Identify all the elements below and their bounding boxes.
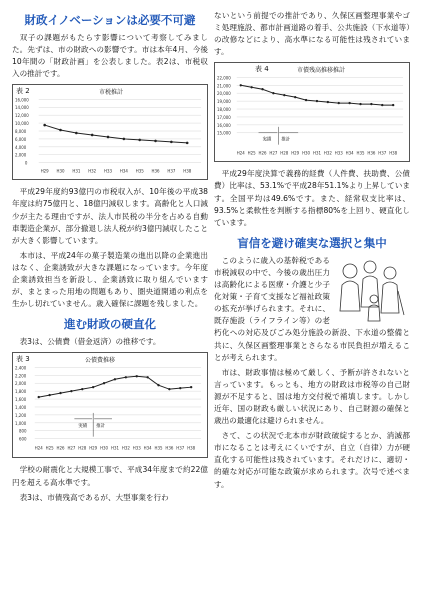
chart3-xtick: H29 [89,445,98,451]
chart3-ytick: 600 [18,437,27,443]
chart4-xtick: H33 [334,150,343,156]
chart3-ytick: 2,200 [14,373,27,379]
heading-finance-innovation: 財政イノベーションは必要不可避 [24,13,196,27]
chart4-xtick: H27 [269,150,278,156]
chart2-xtick: H30 [56,168,65,174]
chart-bond-balance [214,62,410,162]
chart2-xtick: H37 [167,168,176,174]
chart2-xtick: H31 [72,168,81,174]
paragraph-mandatory-costs: 平成29年度決算で義務的経費（人件費、扶助費、公債費）比率は、53.1%で平成28年51.1%より上昇しています。全国平均は49.6%です。また、経常収支比率は、93.5%と柔軟性を判断する指標80%を上回り、硬直化しています。 [214,169,410,227]
heading-selection-focus: 盲信を避け確実な選択と集中 [237,235,387,250]
chart2-tag: 表 2 [16,87,30,96]
chart2-ytick: 0 [24,161,28,167]
chart3-xtick: H31 [110,445,119,451]
chart2-ytick: 14,000 [14,105,29,111]
chart2-ytick: 4,000 [14,145,27,151]
chart3-xtick: H37 [176,445,185,451]
chart2-xtick: H34 [119,168,128,174]
chart4-xtick: H30 [302,150,311,156]
chart4-xtick: H34 [345,150,354,156]
chart3-xtick: H30 [100,445,109,451]
chart3-actual-label: 実績 [78,424,88,430]
chart4-xtick: H36 [367,150,376,156]
chart3-xtick: H25 [45,445,54,451]
paragraph-debt-intro: 表3は、公債費（借金返済）の推移です。 [19,337,161,347]
chart2-ytick: 16,000 [14,97,29,103]
chart4-xtick: H32 [323,150,332,156]
chart3-ytick: 1,000 [14,421,27,427]
paragraph-expenditure-pressure: このように歳入の基幹税である市税減収の中で、今後の歳出圧力は高齢化による医療・介護と少子化対策・子育て支援など福祉政策の拡充が挙げられます。それに、既存施設（ライフライン等）の老朽化への対応及びごみ処分施設の新設、下水道の整備と共に、久保区画整理事業とさらなる市民負担が増えることが考えられます。 [214,255,410,362]
chart3-xtick: H28 [78,445,87,451]
chart-tax-revenue [12,84,208,180]
chart3-xtick: H35 [154,445,163,451]
chart2-xtick: H35 [135,168,144,174]
chart3-xtick: H34 [143,445,152,451]
heading-rigidity: 進む財政の硬直化 [64,317,156,332]
chart4-actual-label: 実績 [262,138,272,144]
chart4-xtick: H25 [247,150,256,156]
chart3-xtick: H32 [121,445,130,451]
chart2-ytick: 8,000 [14,129,27,135]
chart4-xtick: H24 [236,150,245,156]
chart4-ytick: 15,000 [216,131,231,137]
chart2-ytick: 10,000 [14,121,29,127]
chart4-xtick: H38 [389,150,398,156]
chart2-xtick: H33 [104,168,113,174]
chart4-ytick: 17,000 [216,115,231,121]
chart3-title: 公債費推移 [85,357,116,365]
chart3-xtick: H26 [56,445,65,451]
chart2-ytick: 12,000 [14,113,29,119]
chart3-xtick: H36 [165,445,174,451]
chart4-xtick: H31 [312,150,321,156]
chart3-ytick: 1,400 [14,405,27,411]
chart3-xtick: H27 [67,445,76,451]
paragraph-tax-decline: 平成29年度約93億円の市税収入が、10年後の平成38年度は約75億円と、18億円減収します。高齢化と人口減少が主たる理由ですが、法人市民税の半分を占める自動車製造企業が、部分撤退し法人税が約3億円減収したことが大きく影響しています。 [12,187,208,245]
chart2-xtick: H36 [151,168,160,174]
chart4-ytick: 20,000 [216,91,231,97]
chart3-ytick: 800 [18,429,27,435]
chart3-ytick: 1,200 [14,413,27,419]
paragraph-bond-continued: ないという前提での推計であり、久保区画整理事業やゴミ処理施設、都市計画道路の着手、公共施設（下水道等）の改修などにより、高水準になる可能性は残されています。 [214,11,410,57]
chart4-ytick: 16,000 [216,123,231,129]
chart4-xtick: H28 [280,150,289,156]
chart2-xtick: H38 [183,168,192,174]
chart2-title: 市税推計 [99,89,124,97]
chart4-ytick: 19,000 [216,99,231,105]
chart3-svg [13,353,207,457]
chart3-ytick: 1,800 [14,389,27,395]
chart2-svg [13,85,207,179]
chart3-xtick: H24 [34,445,43,451]
chart4-xtick: H29 [291,150,300,156]
chart4-xtick: H37 [378,150,387,156]
chart4-ytick: 22,000 [216,75,231,81]
paragraph-intro: 双子の課題がもたらす影響について考察してみました。先ずは、市の財政への影響です。市は本年4月、今後10年間の「財政計画」を公表しました。表2は、市税収入の推計です。 [12,33,208,79]
chart2-ytick: 6,000 [14,137,27,143]
chart4-svg [215,63,409,161]
chart4-ytick: 21,000 [216,83,231,89]
chart2-ytick: 2,000 [14,153,27,159]
paragraph-bond-balance: 表3は、市債残高であるが、大型事業を行わ [19,492,169,502]
left-column [12,10,208,507]
chart2-xtick: H29 [40,168,49,174]
chart4-xtick: H35 [356,150,365,156]
chart3-xtick: H38 [187,445,196,451]
paragraph-conclusion: さて、この状況で北本市が財政破綻するとか、消滅都市になることは考えにくいですが、自立（自律）力が硬直化する可能性は残されています。それだけに、適切・的確な対応が可能な政策が求められます。次号で述べます。 [214,431,410,489]
paragraph-city-statement: 市は、財政事情は極めて厳しく、予断が許されないと言っています。もっとも、地方の財政は市税等の自己財源が不足すると、国は地方交付税で補填します。しかし近年、国の財政も厳しい状況にあり、自己財源の確保と歳出の最適化は避けられません。 [214,367,410,426]
chart3-ytick: 1,600 [14,397,27,403]
chart3-ytick: 2,000 [14,381,27,387]
chart4-title: 市債残高推移推計 [297,67,346,75]
chart4-forecast-label: 推計 [281,138,291,144]
chart-debt-service [12,352,208,458]
chart3-xtick: H33 [132,445,141,451]
chart2-xtick: H32 [88,168,97,174]
chart3-tag: 表 3 [16,355,30,364]
chart4-xtick: H26 [258,150,267,156]
right-column [214,10,410,494]
paragraph-school-works: 学校の耐震化と大規模工事で、平成34年度まで約22億円を超える高水準です。 [12,465,208,487]
chart4-ytick: 18,000 [216,107,231,113]
paragraph-business: 本市は、平成24年の菓子製造業の進出以降の企業進出はなく、企業誘致が大きな課題になっています。今年度企業誘致担当を新設し、企業誘致に取り組んでいますが、まとまった用地の問題もあり、圏央道開通の利点を生かし切れていません。歳入確保に課題を残しました。 [12,250,208,309]
family-illustration-icon [334,255,410,325]
chart3-forecast-label: 推計 [96,424,106,430]
chart4-tag: 表 4 [255,65,269,74]
chart3-ytick: 2,400 [14,365,27,371]
